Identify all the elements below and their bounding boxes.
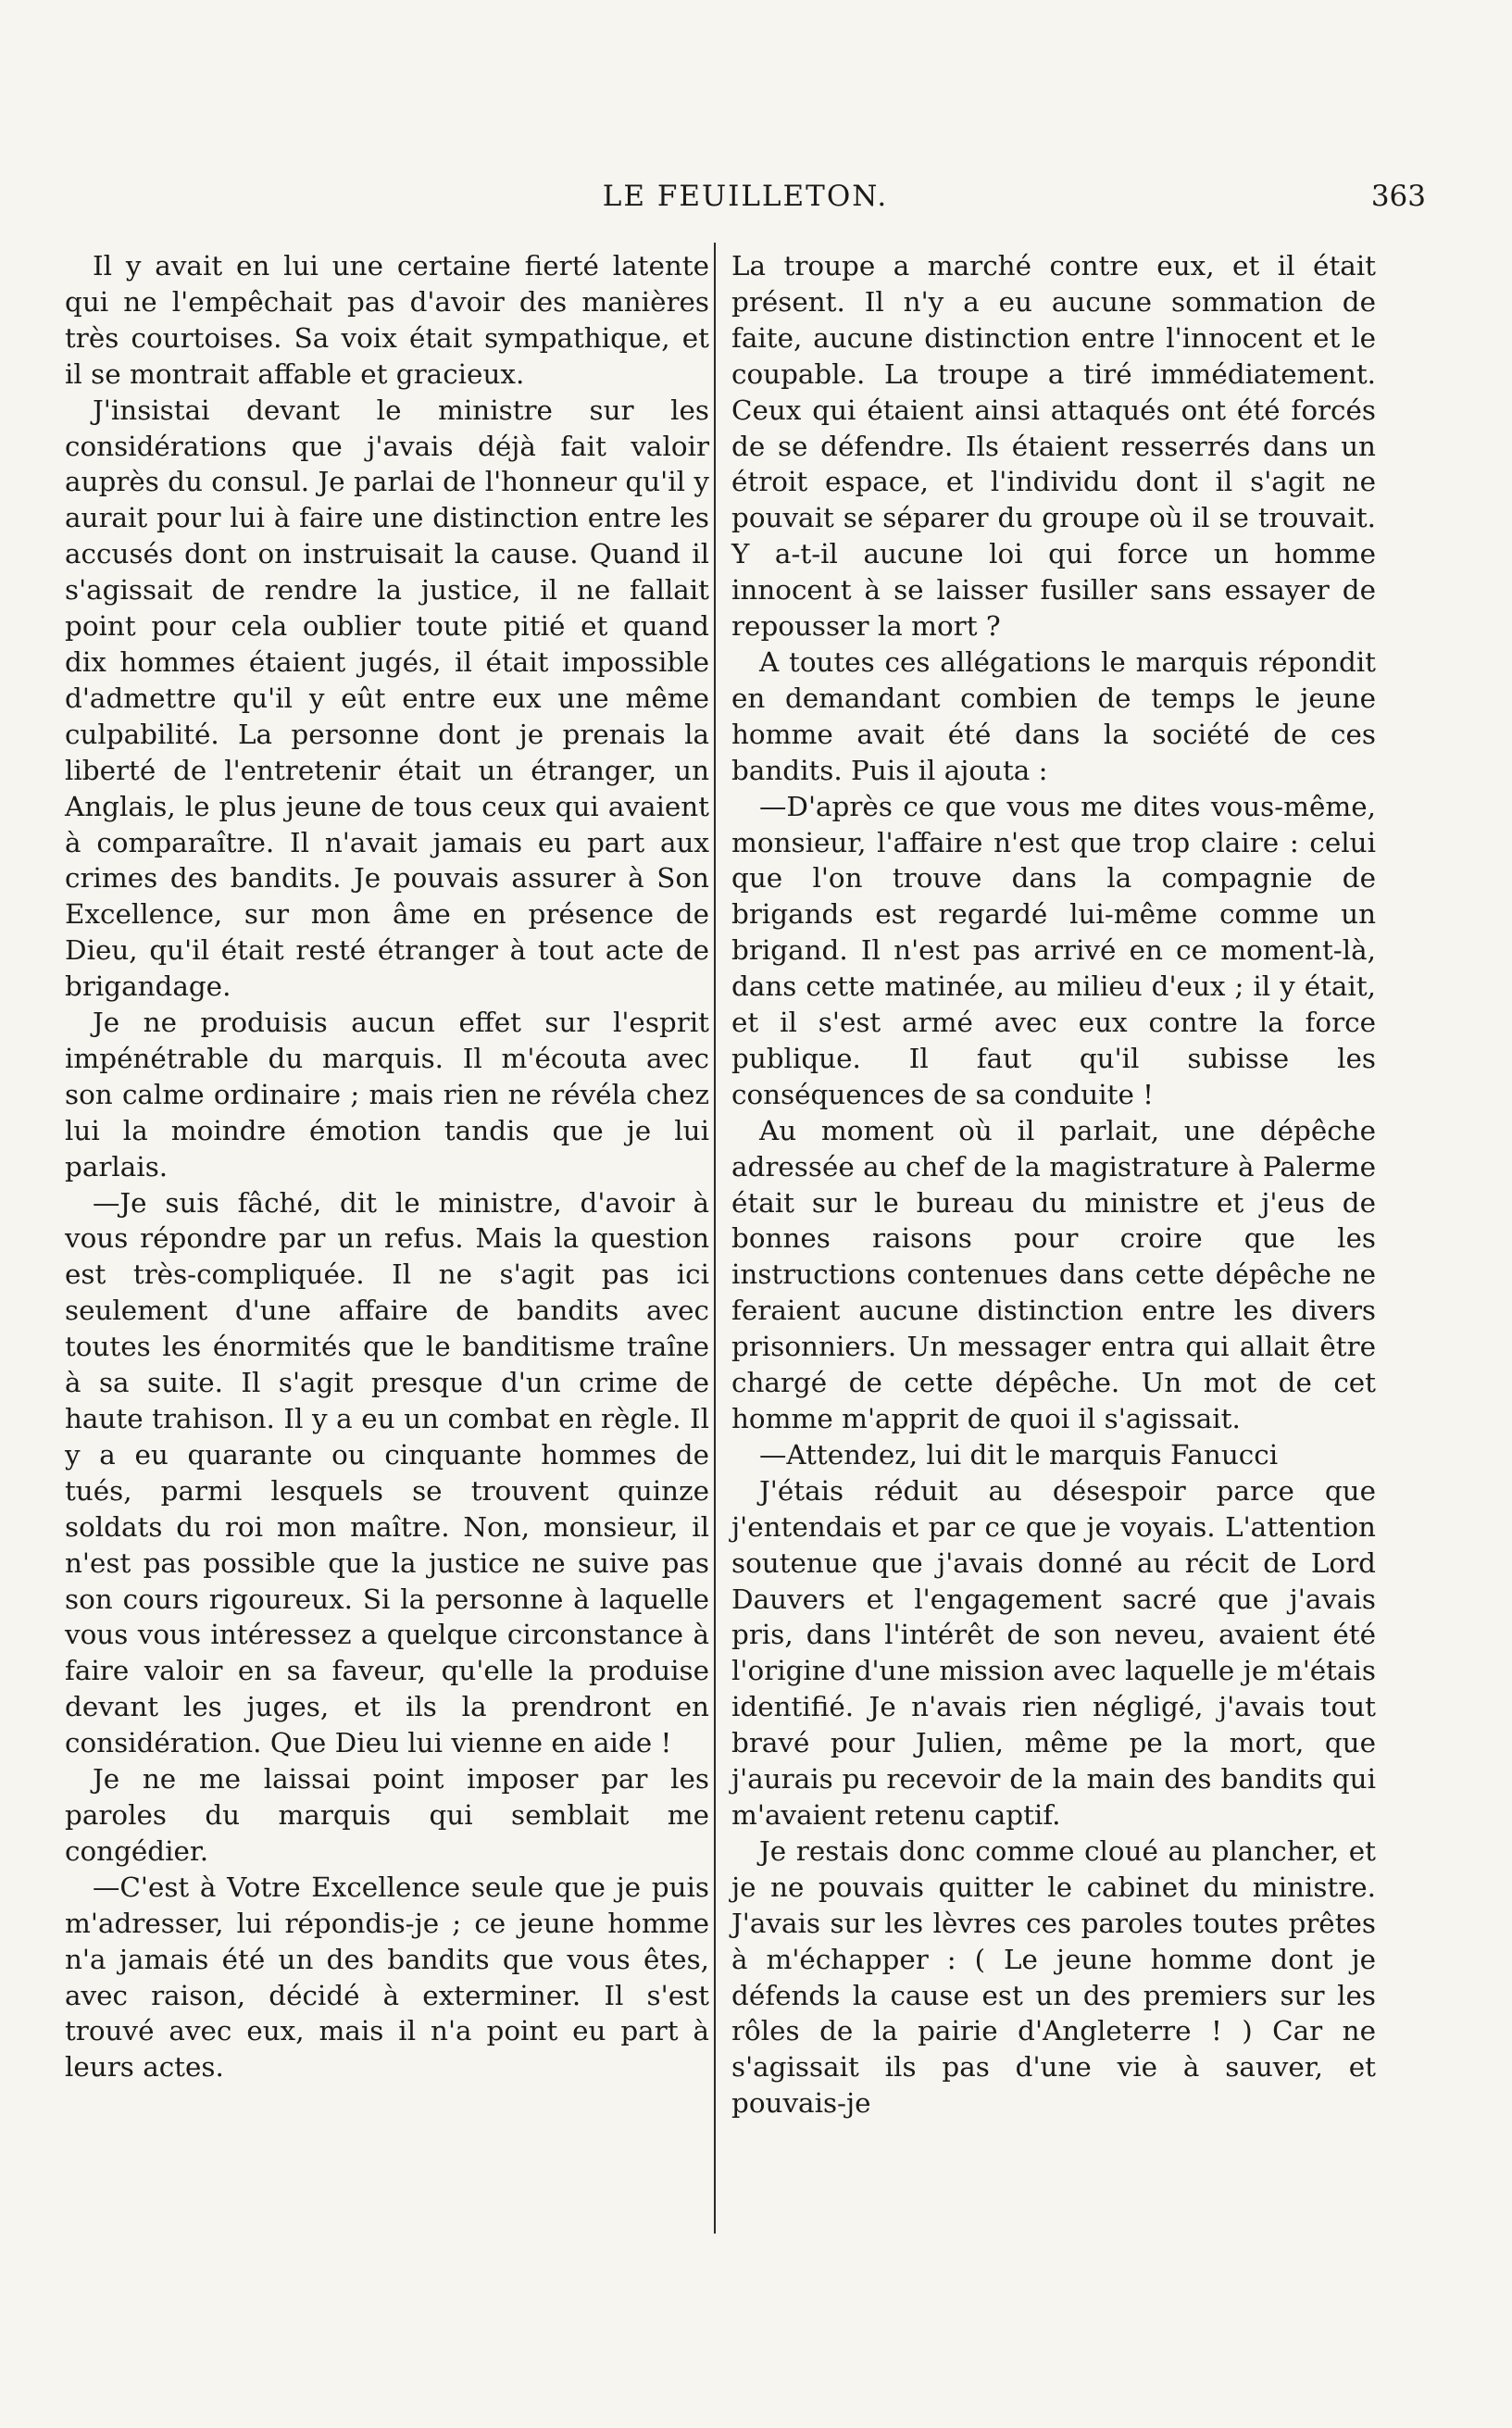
paragraph: J'étais réduit au désespoir parce que j'entendais et par ce que je voyais. L'attention soutenue que j'avais donné au récit de Lord Dauvers et l'engagement sacré que j'avais pris, dans l'intérêt de son neveu, avaient été l'origine d'une mission avec laquelle je m'étais identifié. Je n'avais rien négligé, j'avais tout bravé pour Julien, même pe la mort, que j'aurais pu recevoir de la main des bandits qui m'avaient retenu captif. (731, 1474, 1376, 1831)
paragraph: —D'après ce que vous me dites vous-même, monsieur, l'affaire n'est que trop claire : celui que l'on trouve dans la compagnie de brigands est regardé lui-même comme un brigand. Il n'est pas arrivé en ce moment-là, dans cette matinée, au milieu d'eux ; il y était, et il s'est armé avec eux contre la force publique. Il faut qu'il subisse les conséquences de sa conduite ! (731, 790, 1376, 1110)
paragraph: La troupe a marché contre eux, et il était présent. Il n'y a eu aucune sommation de faite, aucune distinction entre l'innocent et le coupable. La troupe a tiré immédiatement. Ceux qui étaient ainsi attaqués ont été forcés de se défendre. Ils étaient resserrés dans un étroit espace, et l'individu dont il s'agit ne pouvait se séparer du groupe où il se trouvait. Y a-t-il aucune loi qui force un homme innocent à se laisser fusiller sans essayer de repousser la mort ? (731, 250, 1376, 643)
paragraph: Je ne me laissai point imposer par les paroles du marquis qui semblait me congédier. (65, 1763, 709, 1867)
paragraph: Je ne produisis aucun effet sur l'esprit impénétrable du marquis. Il m'écouta avec son calme ordinaire ; mais rien ne révéla chez lui la moindre émotion tandis que je lui parlais. (65, 1007, 709, 1183)
paragraph: Il y avait en lui une certaine fierté latente qui ne l'empêchait pas d'avoir des manières très courtoises. Sa voix était sympathique, et il se montrait affable et gracieux. (65, 250, 709, 390)
paragraph: Je restais donc comme cloué au plancher, et je ne pouvais quitter le cabinet du ministre. J'avais sur les lèvres ces paroles toutes prêtes à m'échapper : ( Le jeune homme dont je défends la cause est un des premiers sur les rôles de la pairie d'Angleterre ! ) Car ne s'agissait ils pas d'une vie à sauver, et pouvais-je (731, 1834, 1376, 2120)
left-column (65, 248, 709, 2085)
running-title: LE FEUILLETON. (602, 180, 889, 213)
paragraph: Au moment où il parlait, une dépêche adressée au chef de la magistrature à Palerme était sur le bureau du ministre et j'eus de bonnes raisons pour croire que les instructions contenues dans cette dépêche ne feraient aucune distinction entre les divers prisonniers. Un messager entra qui allait être chargé de cette dépêche. Un mot de cet homme m'apprit de quoi il s'agissait. (731, 1114, 1376, 1434)
paragraph: J'insistai devant le ministre sur les considérations que j'avais déjà fait valoir auprès du consul. Je parlai de l'honneur qu'il y aurait pour lui à faire une distinction entre les accusés dont on instruisait la cause. Quand il s'agissait de rendre la justice, il ne fallait point pour cela oublier toute pitié et quand dix hommes étaient jugés, il était impossible d'admettre qu'il y eût entre eux une même culpabilité. La personne dont je prenais la liberté de l'entretenir était un étranger, un Anglais, le plus jeune de tous ceux qui avaient à comparaître. Il n'avait jamais eu part aux crimes des bandits. Je pouvais assurer à Son Excellence, sur mon âme en présence de Dieu, qu'il était resté étranger à tout acte de brigandage. (65, 394, 709, 1003)
paragraph: —Attendez, lui dit le marquis Fanucci (759, 1438, 1279, 1471)
paragraph: —C'est à Votre Excellence seule que je puis m'adresser, lui répondis-je ; ce jeune homme n'a jamais été un des bandits que vous êtes, avec raison, décidé à exterminer. Il s'est trouvé avec eux, mais il n'a point eu part à leurs actes. (65, 1871, 709, 2084)
page-header (65, 176, 1426, 222)
page-number: 363 (1370, 180, 1426, 213)
right-column (731, 248, 1376, 2121)
column-divider (714, 243, 716, 2234)
paragraph: —Je suis fâché, dit le ministre, d'avoir à vous répondre par un refus. Mais la question est très-compliquée. Il ne s'agit pas ici seulement d'une affaire de bandits avec toutes les énormités que le banditisme traîne à sa suite. Il s'agit presque d'un crime de haute trahison. Il y a eu un combat en règle. Il y a eu quarante ou cinquante hommes de tués, parmi lesquels se trouvent quinze soldats du roi mon maître. Non, monsieur, il n'est pas possible que la justice ne suive pas son cours rigoureux. Si la personne à laquelle vous vous intéressez a quelque circonstance à faire valoir en sa faveur, qu'elle la produise devant les juges, et ils la prendront en considération. Que Dieu lui vienne en aide ! (65, 1186, 709, 1759)
paragraph: A toutes ces allégations le marquis répondit en demandant combien de temps le jeune homme avait été dans la société de ces bandits. Puis il ajouta : (731, 645, 1376, 786)
